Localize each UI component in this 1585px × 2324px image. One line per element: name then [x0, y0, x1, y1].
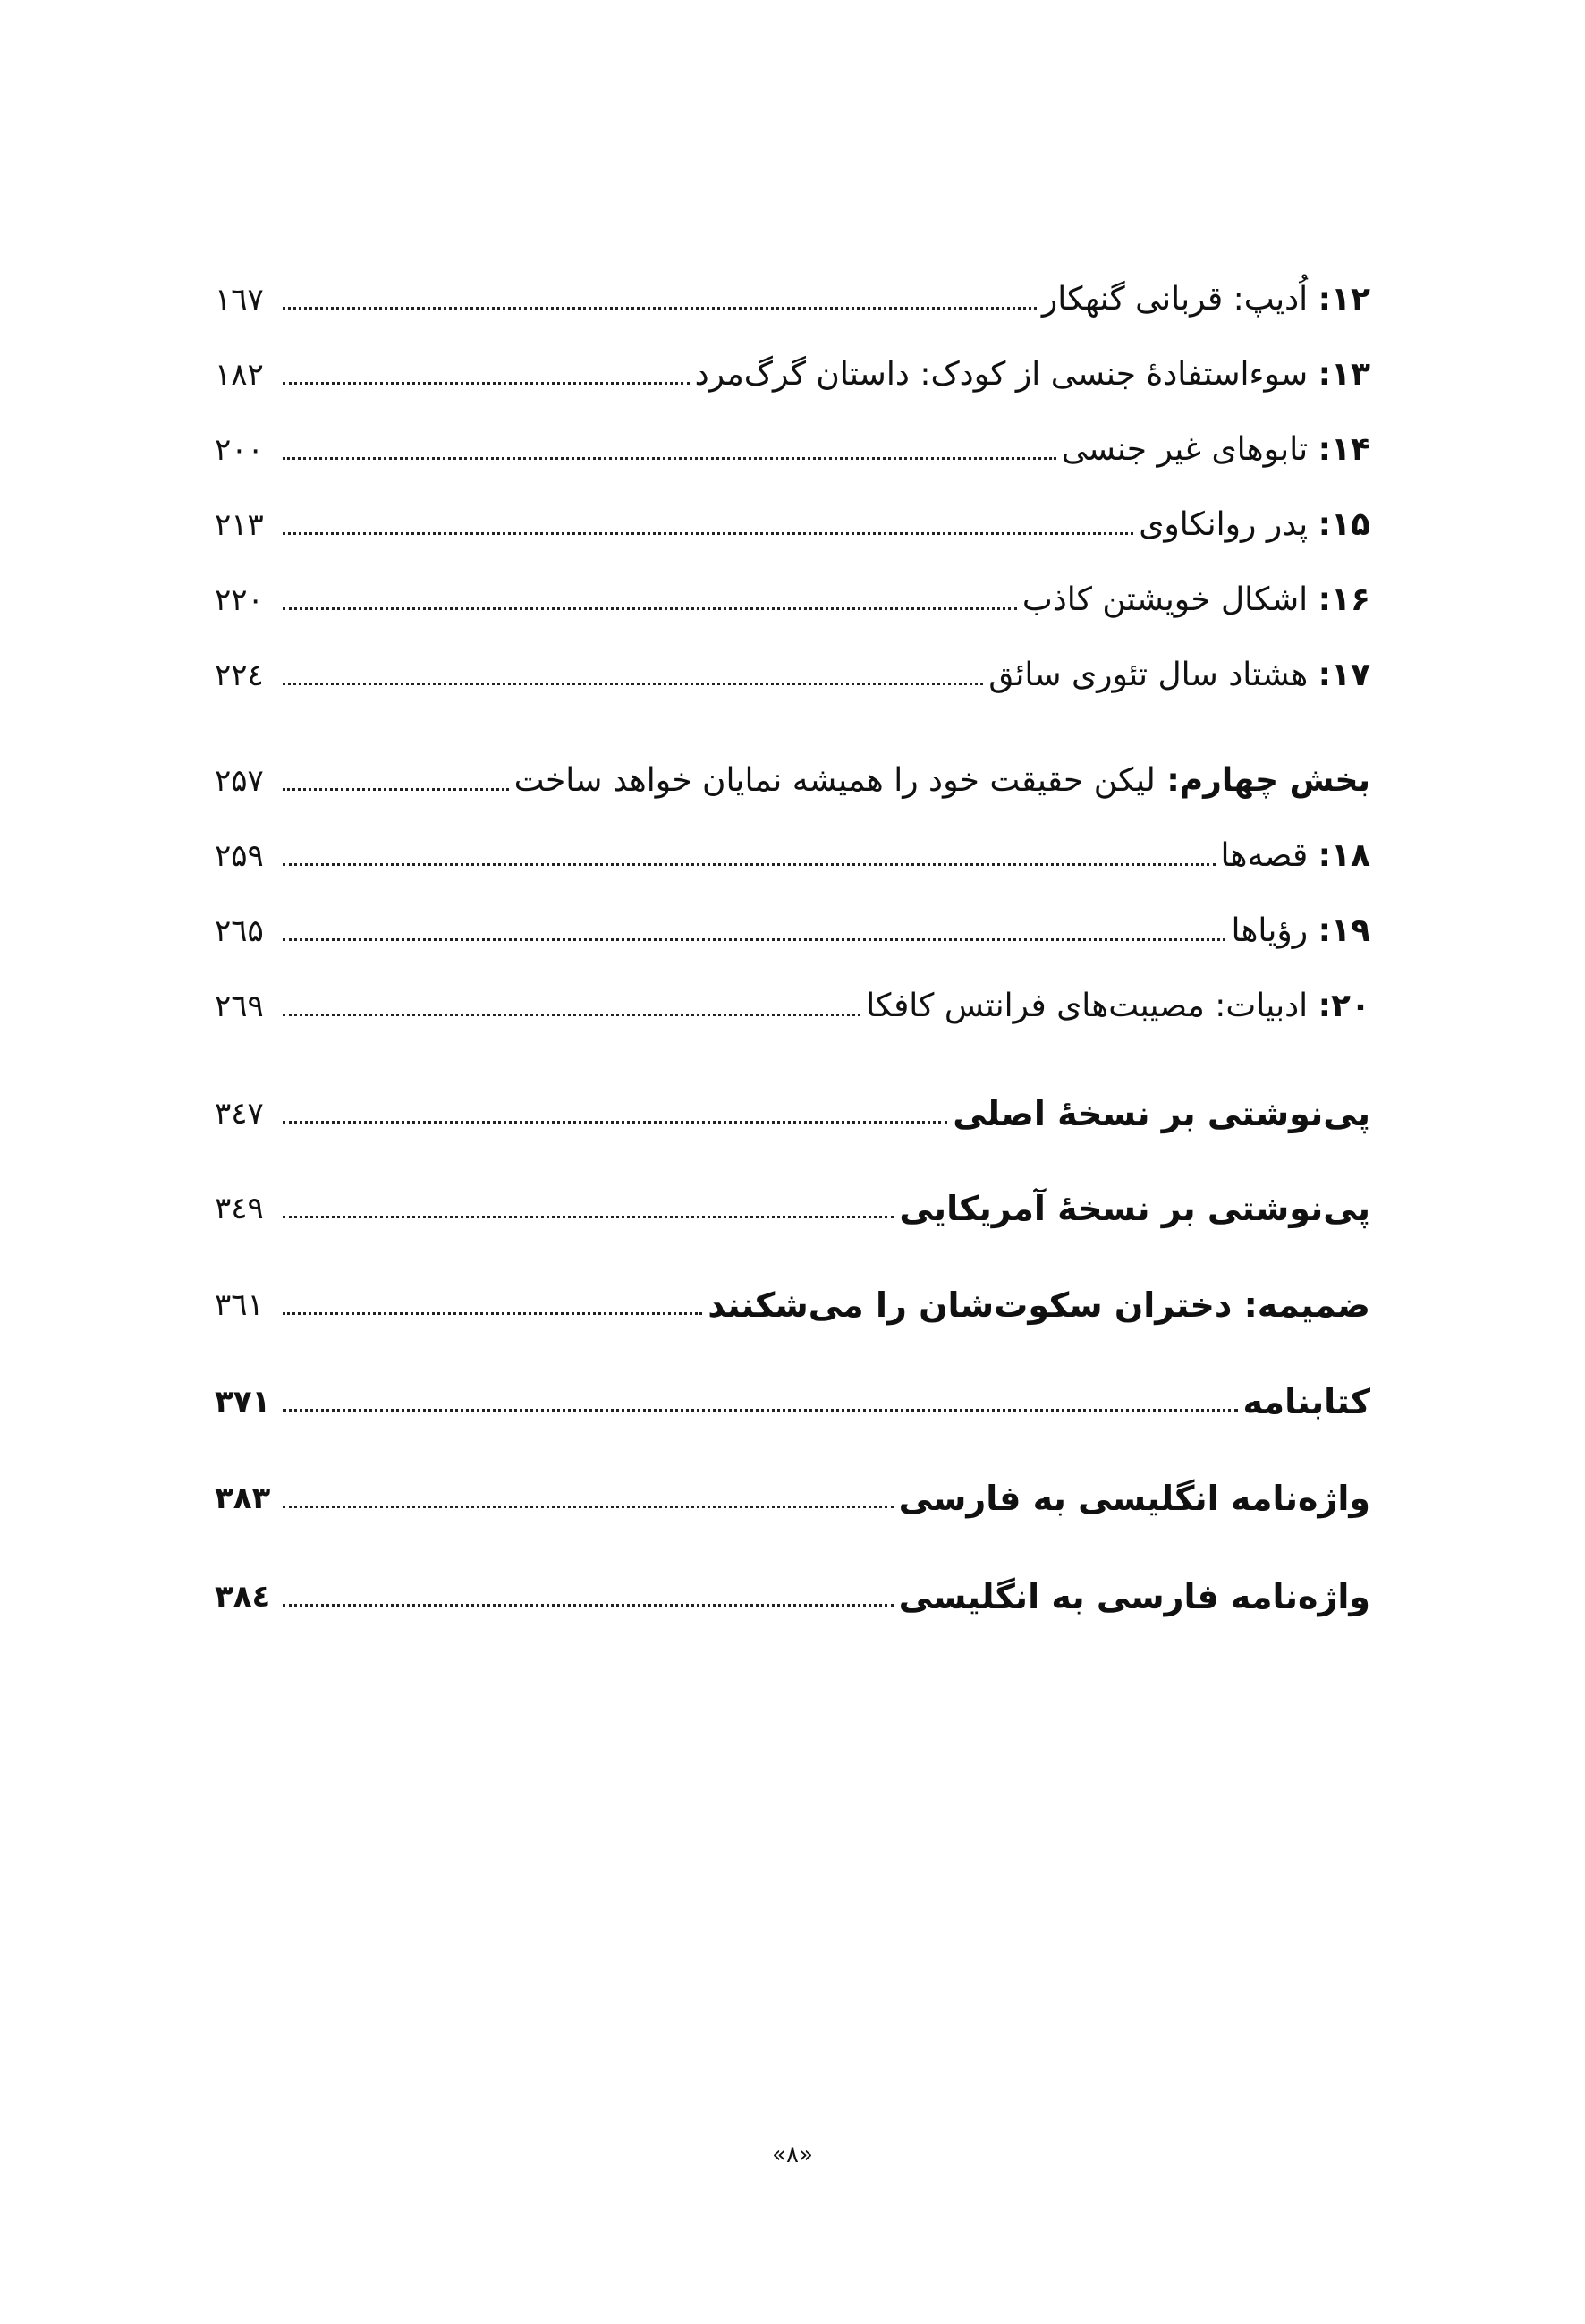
chapter-number: ۱۲: — [1318, 281, 1370, 318]
toc-entry — [215, 900, 1370, 954]
page-number: ۳٦۱ — [215, 1287, 264, 1323]
toc-entry-title: واژه‌نامه انگلیسی به فارسی — [898, 1479, 1370, 1518]
toc-entry-title: ضمیمه: دختران سکوت‌شان را می‌شکنند — [708, 1285, 1370, 1325]
page-footer-number: «۸» — [772, 2142, 813, 2168]
toc-entry — [215, 569, 1370, 623]
page-number: ۱٦۷ — [215, 282, 264, 318]
toc-entry-title — [695, 352, 1370, 397]
toc-entry-title — [514, 759, 1370, 803]
dot-leader — [283, 1603, 894, 1607]
dot-leader — [283, 456, 1056, 460]
toc-entry-title: واژه‌نامه فارسی به انگلیسی — [898, 1577, 1370, 1616]
page-number: ۲۱۳ — [215, 507, 264, 543]
chapter-title: رؤیاها — [1231, 912, 1309, 949]
toc-major-entry — [215, 1370, 1370, 1424]
dot-leader — [283, 1215, 894, 1218]
dot-leader — [283, 682, 983, 685]
toc-entry-title: کتابنامه — [1242, 1382, 1370, 1421]
chapter-number: ۱۹: — [1318, 912, 1370, 949]
toc-entry-title — [1022, 578, 1370, 623]
chapter-title: سوءاستفادهٔ جنسی از کودک: داستان گرگ‌مرد — [694, 356, 1309, 393]
toc-entry-title: پی‌نوشتی بر نسخهٔ آمریکایی — [899, 1189, 1370, 1228]
page-number: ۲٦۵ — [215, 913, 264, 949]
toc-entry-title: پی‌نوشتی بر نسخهٔ اصلی — [953, 1094, 1370, 1133]
chapter-title: اشکال خویشتن کاذب — [1021, 581, 1309, 618]
page-number: ۳٤۹ — [215, 1191, 264, 1226]
section-label: بخش چهارم: — [1166, 762, 1370, 799]
toc-entry — [215, 644, 1370, 698]
page-number: ۲۵۷ — [215, 763, 264, 799]
page-number: ۲۲٤ — [215, 657, 264, 693]
toc-entry — [215, 268, 1370, 322]
page-number: ۳۸۳ — [215, 1480, 271, 1516]
page-number: ۱۸۲ — [215, 357, 264, 393]
chapter-number: ۱۶: — [1318, 581, 1370, 618]
toc-entry — [215, 494, 1370, 547]
section-title: لیکن حقیقت خود را همیشه نمایان خواهد ساخت — [513, 762, 1156, 799]
toc-section-entry — [215, 750, 1370, 803]
page-number: ۳۸٤ — [215, 1579, 271, 1615]
chapter-title: قصه‌ها — [1220, 837, 1309, 874]
dot-leader — [283, 1408, 1238, 1412]
chapter-title: تابوهای غیر جنسی — [1061, 431, 1309, 468]
chapter-title: اُدیپ: قربانی گنهکار — [1041, 281, 1309, 318]
dot-leader — [283, 862, 1216, 866]
dot-leader — [283, 306, 1037, 310]
chapter-title: ادبیات: مصیبت‌های فرانتس کافکا — [866, 988, 1309, 1024]
dot-leader — [283, 1013, 860, 1016]
toc-entry — [215, 975, 1370, 1029]
toc-entry-title — [1042, 277, 1370, 322]
chapter-number: ۱۷: — [1318, 657, 1370, 693]
dot-leader — [283, 606, 1017, 610]
toc-entry-title — [988, 653, 1370, 698]
toc-entry-title — [1139, 503, 1370, 547]
chapter-number: ۱۳: — [1318, 356, 1370, 393]
toc-major-entry — [215, 1274, 1370, 1327]
toc-major-entry — [215, 1467, 1370, 1521]
toc-entry-title — [1221, 834, 1371, 878]
chapter-title: پدر روانکاوی — [1139, 506, 1309, 543]
toc-major-entry — [215, 1177, 1370, 1231]
toc-major-entry — [215, 1082, 1370, 1136]
toc-entry — [215, 344, 1370, 397]
toc-entry — [215, 419, 1370, 472]
page-number: ۲۰۰ — [215, 432, 264, 468]
chapter-number: ۱۸: — [1318, 837, 1370, 874]
toc-entry-title — [1231, 909, 1370, 954]
dot-leader — [283, 937, 1225, 941]
dot-leader — [283, 531, 1133, 535]
chapter-number: ۱۵: — [1318, 506, 1370, 543]
toc-entry-title — [866, 984, 1370, 1029]
page-number: ۳۷۱ — [215, 1384, 271, 1420]
dot-leader — [283, 381, 690, 385]
dot-leader — [283, 1120, 947, 1124]
toc-entry-title — [1062, 428, 1370, 472]
toc-major-entry — [215, 1565, 1370, 1619]
chapter-number: ۲۰: — [1318, 988, 1370, 1024]
dot-leader — [283, 787, 509, 791]
page-number: ۲۵۹ — [215, 838, 264, 874]
toc-entry — [215, 825, 1370, 878]
dot-leader — [283, 1505, 894, 1508]
chapter-number: ۱۴: — [1318, 431, 1370, 468]
dot-leader — [283, 1311, 702, 1315]
page-number: ۲٦۹ — [215, 988, 264, 1024]
page-number: ۲۲۰ — [215, 582, 264, 618]
chapter-title: هشتاد سال تئوری سائق — [988, 657, 1309, 693]
page-number: ۳٤۷ — [215, 1096, 264, 1132]
